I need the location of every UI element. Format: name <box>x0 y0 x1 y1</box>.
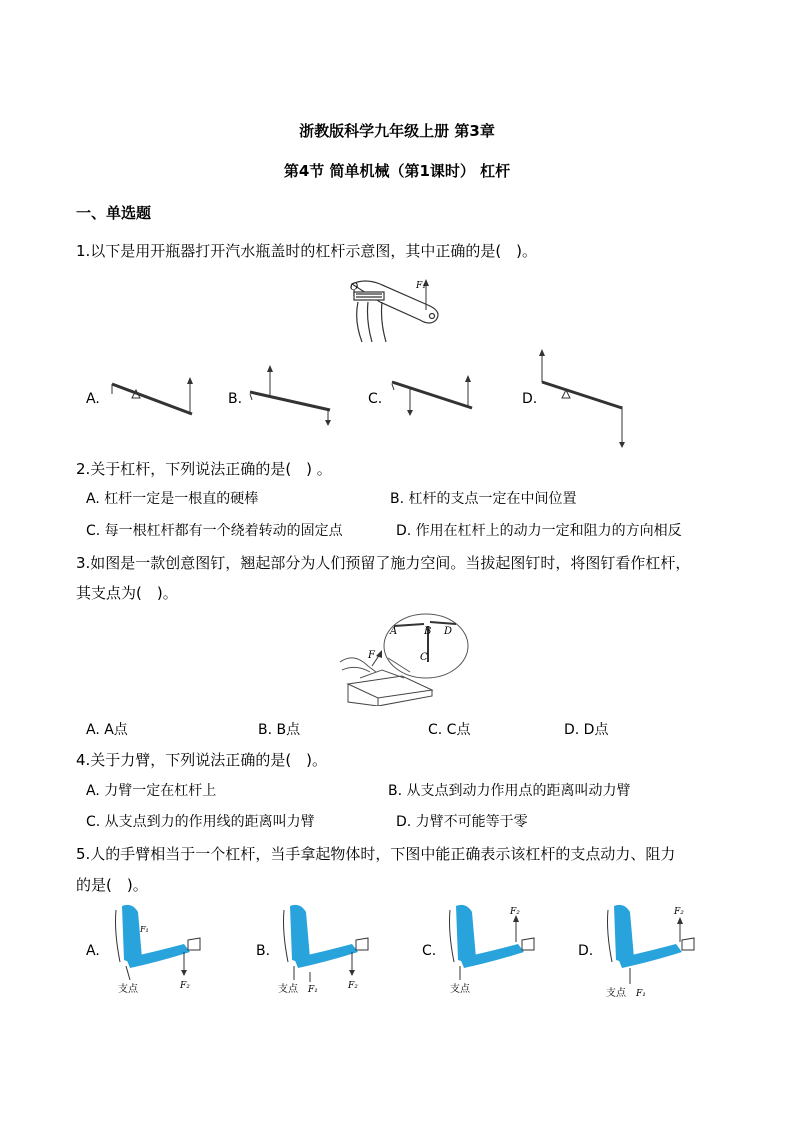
q3-label-d: D <box>444 626 453 637</box>
q3-thumbtack-figure <box>320 606 472 706</box>
q5-option-c[interactable]: C. <box>422 943 437 959</box>
q5d-fulcrum-label: 支点 <box>606 988 626 999</box>
q4-option-a[interactable]: A. 力臂一定在杠杆上 <box>86 783 217 799</box>
q5-option-a[interactable]: A. <box>86 943 100 959</box>
q5d-f1-label: F₁ <box>636 989 646 999</box>
q2-option-a[interactable]: A. 杠杆一定是一根直的硬棒 <box>86 491 259 507</box>
doc-title: 浙教版科学九年级上册 第3章 <box>299 122 495 140</box>
q5b-fulcrum-label: 支点 <box>278 984 298 995</box>
q1-lever-c <box>386 374 478 426</box>
q4-option-c[interactable]: C. 从支点到力的作用线的距离叫力臂 <box>86 814 315 830</box>
q5d-f2-label: F₂ <box>674 907 684 917</box>
q5-arm-figure-b <box>272 902 392 996</box>
doc-subtitle: 第4节 简单机械（第1课时） 杠杆 <box>283 162 511 180</box>
q1-option-c[interactable]: C. <box>368 391 383 407</box>
q1-lever-d <box>538 348 630 450</box>
q2-option-c[interactable]: C. 每一根杠杆都有一个绕着转动的固定点 <box>86 523 343 539</box>
section-heading: 一、单选题 <box>76 204 152 222</box>
q1-lever-b <box>244 362 336 426</box>
q3-option-d[interactable]: D. D点 <box>564 722 609 738</box>
q5c-f2-label: F₂ <box>510 907 520 917</box>
q5b-f2-label: F₂ <box>348 981 358 991</box>
q5-option-b[interactable]: B. <box>256 943 271 959</box>
q2-option-d[interactable]: D. 作用在杠杆上的动力一定和阻力的方向相反 <box>396 523 682 539</box>
q3-label-f: F <box>368 650 375 661</box>
q3-option-c[interactable]: C. C点 <box>428 722 471 738</box>
q2-option-b[interactable]: B. 杠杆的支点一定在中间位置 <box>390 491 577 507</box>
q1-label-o: O <box>350 282 359 293</box>
q1-label-f1: F₁ <box>416 281 426 291</box>
q1-option-a[interactable]: A. <box>86 391 100 407</box>
q3-option-a[interactable]: A. A点 <box>86 722 128 738</box>
q3-label-c: C <box>420 652 428 663</box>
q2-stem: 2.关于杠杆，下列说法正确的是( ) 。 <box>76 460 332 478</box>
q3-label-b: B <box>424 626 432 637</box>
q1-option-b[interactable]: B. <box>228 391 243 407</box>
q5a-f1-label: F₁ <box>140 925 149 934</box>
q5-stem-line1: 5.人的手臂相当于一个杠杆，当手拿起物体时，下图中能正确表示该杠杆的支点动力、阻力 <box>76 845 676 863</box>
q5-stem-line2: 的是( )。 <box>76 876 148 894</box>
q5c-fulcrum-label: 支点 <box>450 984 470 995</box>
q3-option-b[interactable]: B. B点 <box>258 722 301 738</box>
q5-arm-figure-d <box>596 902 720 1000</box>
q1-option-d[interactable]: D. <box>522 391 538 407</box>
q1-bottle-opener-figure <box>340 276 450 348</box>
q5-arm-figure-a <box>104 902 224 996</box>
q3-stem-line1: 3.如图是一款创意图钉，翘起部分为人们预留了施力空间。当拔起图钉时，将图钉看作杠杆， <box>76 554 691 572</box>
q4-option-d[interactable]: D. 力臂不可能等于零 <box>396 814 528 830</box>
q5-arm-figure-c <box>438 902 558 996</box>
q3-label-a: A <box>390 626 398 637</box>
q1-lever-a <box>104 376 196 420</box>
q5a-fulcrum-label: 支点 <box>118 984 138 995</box>
q3-stem-line2: 其支点为( )。 <box>76 584 178 602</box>
q4-option-b[interactable]: B. 从支点到动力作用点的距离叫动力臂 <box>388 783 631 799</box>
q5a-f2-label: F₂ <box>180 981 190 991</box>
q5-option-d[interactable]: D. <box>578 943 594 959</box>
q4-stem: 4.关于力臂，下列说法正确的是( )。 <box>76 751 328 769</box>
q5b-f1-label: F₁ <box>308 985 318 995</box>
q1-stem: 1.以下是用开瓶器打开汽水瓶盖时的杠杆示意图，其中正确的是( )。 <box>76 242 538 260</box>
